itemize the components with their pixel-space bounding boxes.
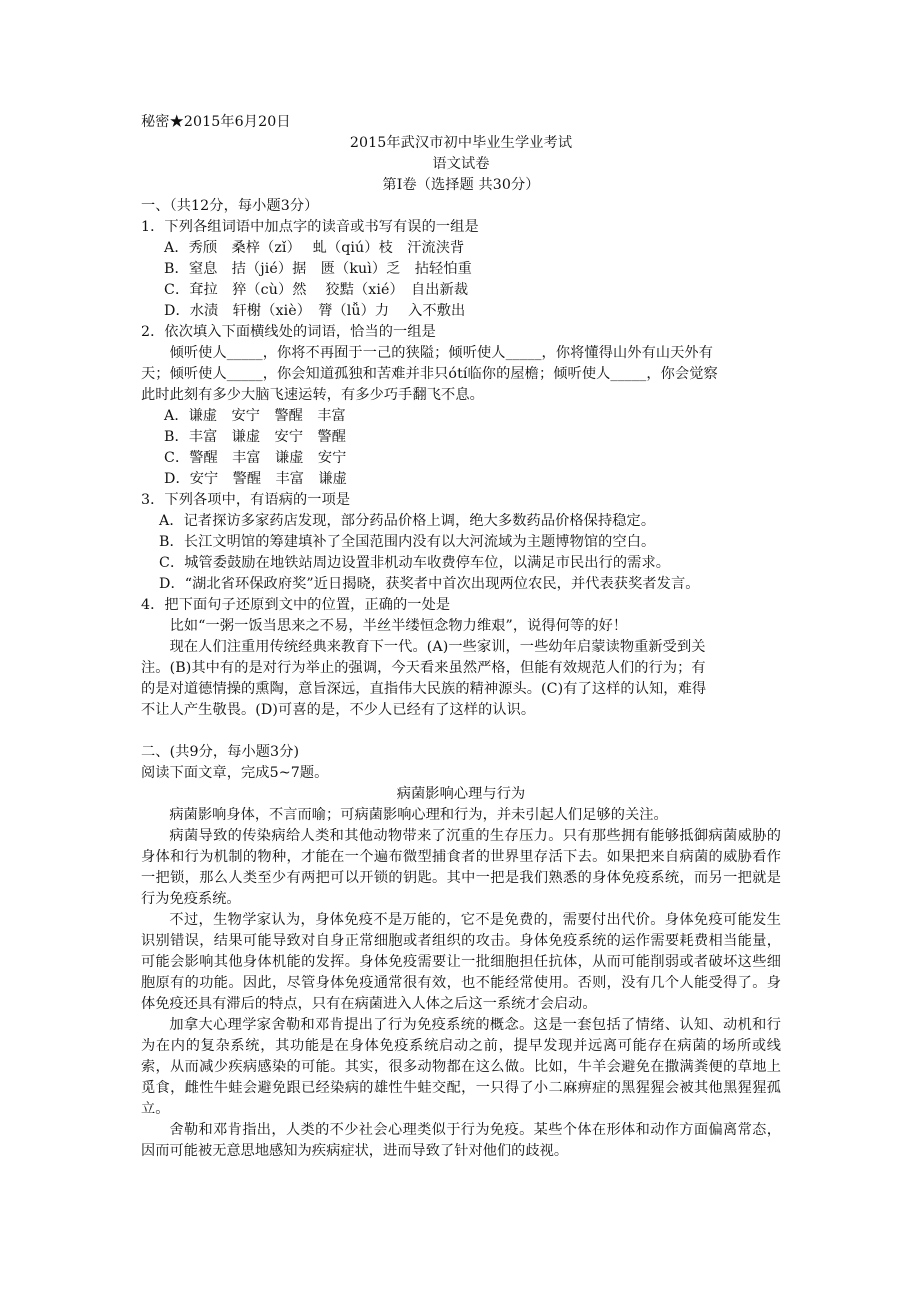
article-paragraph: 加拿大心理学家舍勒和邓肯提出了行为免疫系统的概念。这是一套包括了情绪、认知、动机和行为在内的复杂系统，其功能是在身体免疫系统启动之前，提早发现并远离可能存在病菌的场所或线索，从而减少疾病感染的可能。其实，很多动物都在这么做。比如，牛羊会避免在撒满粪便的草地上觅食，雌性牛蛙会避免跟已经染病的雄性牛蛙交配，一只得了小二麻痹症的黑猩猩会被其他黑猩猩孤立。	[141, 1017, 781, 1117]
section2-heading: 二、(共9分，每小题3分)	[141, 744, 300, 760]
q2-option-b: B．丰富 谦虚 安宁 警醒	[164, 429, 346, 445]
volume-title: 第Ⅰ卷（选择题 共30分）	[382, 177, 540, 193]
q1-option-c: C．耷拉 猝（cù）然 狡黠（xié） 自出新裁	[164, 282, 469, 298]
q2-passage-line: 倾听使人_____，你将不再囿于一己的狭隘；倾听使人_____，你将懂得山外有山天外有	[141, 345, 714, 361]
q2-passage-line: 天；倾听使人_____，你会知道孤独和苦难并非只ótí临你的屋檐；倾听使人_____，你会觉察	[141, 366, 718, 382]
exam-page	[141, 112, 781, 1162]
article-paragraph: 病菌导致的传染病给人类和其他动物带来了沉重的生存压力。只有那些拥有能够抵御病菌威胁的身体和行为机制的物种，才能在一个遍布微型捕食者的世界里存活下去。如果把来自病菌的威胁看作一把锁，那么人类至少有两把可以开锁的钥匙。其中一把是我们熟悉的身体免疫系统，而另一把就是行为免疫系统。	[141, 828, 781, 907]
subject-title: 语文试卷	[432, 156, 490, 172]
secret-date: 秘密★2015年6月20日	[141, 114, 291, 130]
exam-title: 2015年武汉市初中毕业生学业考试	[349, 135, 573, 151]
q3-option-a: A．记者探访多家药店发现，部分药品价格上调，绝大多数药品价格保持稳定。	[159, 513, 656, 529]
article-title: 病菌影响心理与行为	[396, 786, 526, 802]
q1-stem: 1．下列各组词语中加点字的读音或书写有误的一组是	[141, 219, 479, 235]
q2-option-d: D．安宁 警醒 丰富 谦虚	[164, 471, 347, 487]
section1-heading: 一、（共12分，每小题3分）	[141, 198, 319, 214]
q3-option-c: C．城管委鼓励在地铁站周边设置非机动车收费停车位，以满足市民出行的需求。	[159, 555, 671, 571]
q2-option-a: A．谦虚 安宁 警醒 丰富	[164, 408, 346, 424]
section2-instruction: 阅读下面文章，完成5~7题。	[141, 765, 329, 781]
q3-option-b: B．长江文明馆的筹建填补了全国范围内没有以大河流域为主题博物馆的空白。	[159, 534, 656, 550]
q4-passage-line: 现在人们注重用传统经典来教育下一代。(A)一些家训，一些幼年启蒙读物重新受到关	[141, 639, 706, 655]
q1-option-d: D．水渍 轩榭（xiè） 膂（lǚ）力 入不敷出	[164, 303, 466, 319]
q3-stem: 3．下列各项中，有语病的一项是	[141, 492, 351, 508]
q4-passage-line: 注。(B)其中有的是对行为举止的强调，今天看来虽然严格，但能有效规范人们的行为；有	[141, 660, 706, 676]
q4-passage-line: 不让人产生敬畏。(D)可喜的是，不少人已经有了这样的认识。	[141, 702, 536, 718]
q4-passage-line: 的是对道德情操的熏陶，意旨深远，直指伟大民族的精神源头。(C)有了这样的认知，难得	[141, 681, 707, 697]
q4-quote: 比如“一粥一饭当思来之不易，半丝半缕恒念物力维艰”，说得何等的好！	[141, 618, 628, 634]
article-paragraph: 不过，生物学家认为，身体免疫不是万能的，它不是免费的，需要付出代价。身体免疫可能发生识别错误，结果可能导致对自身正常细胞或者组织的攻击。身体免疫系统的运作需要耗费相当能量，可能会影响其他身体机能的发挥。身体免疫需要让一批细胞担任抗体，从而可能削弱或者破坏这些细胞原有的功能。因此，尽管身体免疫通常很有效，也不能经常使用。否则，没有几个人能受得了。身体免疫还具有滞后的特点，只有在病菌进入人体之后这一系统才会启动。	[141, 912, 781, 1012]
article-paragraph: 舍勒和邓肯指出，人类的不少社会心理类似于行为免疫。某些个体在形体和动作方面偏离常态，因而可能被无意思地感知为疾病症状，进而导致了针对他们的歧视。	[141, 1122, 781, 1159]
q4-stem: 4．把下面句子还原到文中的位置，正确的一处是	[141, 597, 451, 613]
q2-option-c: C．警醒 丰富 谦虚 安宁	[164, 450, 347, 466]
q2-passage-line: 此时此刻有多少大脑飞速运转，有多少巧手翻飞不息。	[141, 387, 484, 403]
q3-option-d: D．“湖北省环保政府奖”近日揭晓，获奖者中首次出现两位农民，并代表获奖者发言。	[159, 576, 700, 592]
section-gap	[141, 721, 781, 742]
article-paragraph: 病菌影响身体，不言而喻；可病菌影响心理和行为，并未引起人们足够的关注。	[169, 807, 668, 823]
q1-option-a: A．秀颀 桑梓（zǐ） 虬（qiú）枝 汗流浃背	[164, 240, 465, 256]
q1-option-b: B．窒息 拮（jié）据 匮（kuì）乏 拈轻怕重	[164, 261, 472, 277]
q2-stem: 2．依次填入下面横线处的词语，恰当的一组是	[141, 324, 436, 340]
